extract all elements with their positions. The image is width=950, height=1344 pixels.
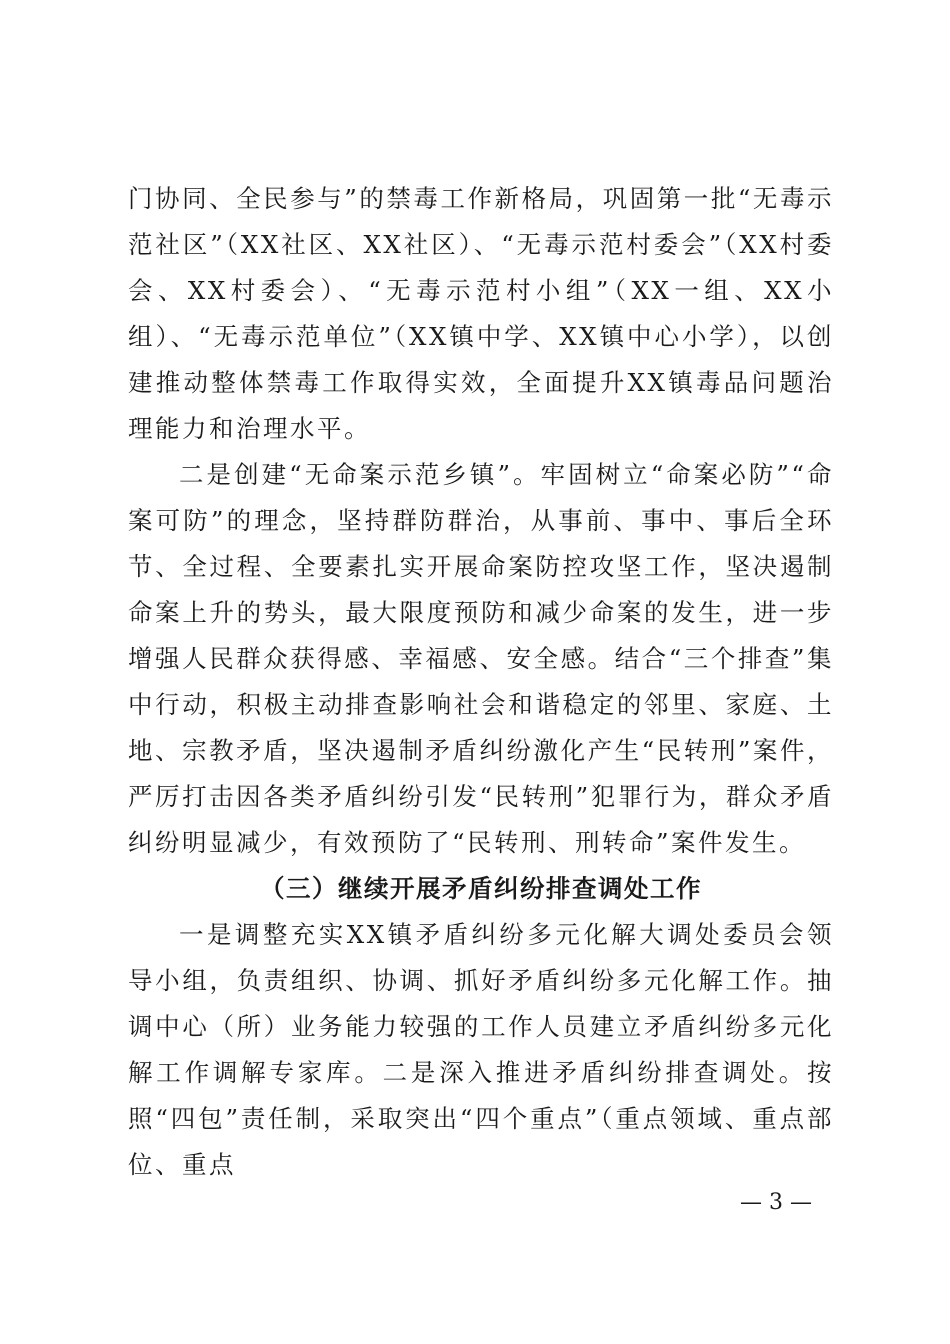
section-heading: （三）继续开展矛盾纠纷排查调处工作	[260, 874, 702, 903]
paragraph-anti-drug-continuation: 门协同、全民参与”的禁毒工作新格局，巩固第一批“无毒示范社区”（XX社区、XX社区）、“无毒示范村委会”（XX村委会、XX村委会）、“无毒示范村小组”（XX一组、XX小组）、“无毒示范单位”（XX镇中学、XX镇中心小学），以创建推动整体禁毒工作取得实效，全面提升XX镇毒品问题治理能力和治理水平。	[128, 184, 834, 443]
paragraph-dispute-mediation: 一是调整充实XX镇矛盾纠纷多元化解大调处委员会领导小组，负责组织、协调、抓好矛盾纠纷多元化解工作。抽调中心（所）业务能力较强的工作人员建立矛盾纠纷多元化解工作调解专家库。二是深入推进矛盾纠纷排查调处。按照“四包”责任制，采取突出“四个重点”（重点领域、重点部位、重点	[128, 920, 834, 1179]
paragraph-homicide-free-township: 二是创建“无命案示范乡镇”。牢固树立“命案必防”“命案可防”的理念，坚持群防群治，从事前、事中、事后全环节、全过程、全要素扎实开展命案防控攻坚工作，坚决遏制命案上升的势头，最大限度预防和减少命案的发生，进一步增强人民群众获得感、幸福感、安全感。结合“三个排查”集中行动，积极主动排查影响社会和谐稳定的邻里、家庭、土地、宗教矛盾，坚决遏制矛盾纠纷激化产生“民转刑”案件，严厉打击因各类矛盾纠纷引发“民转刑”犯罪行为，群众矛盾纠纷明显减少，有效预防了“民转刑、刑转命”案件发生。	[128, 460, 834, 857]
page-body	[128, 176, 834, 1188]
page-number: — 3 —	[740, 1190, 812, 1215]
